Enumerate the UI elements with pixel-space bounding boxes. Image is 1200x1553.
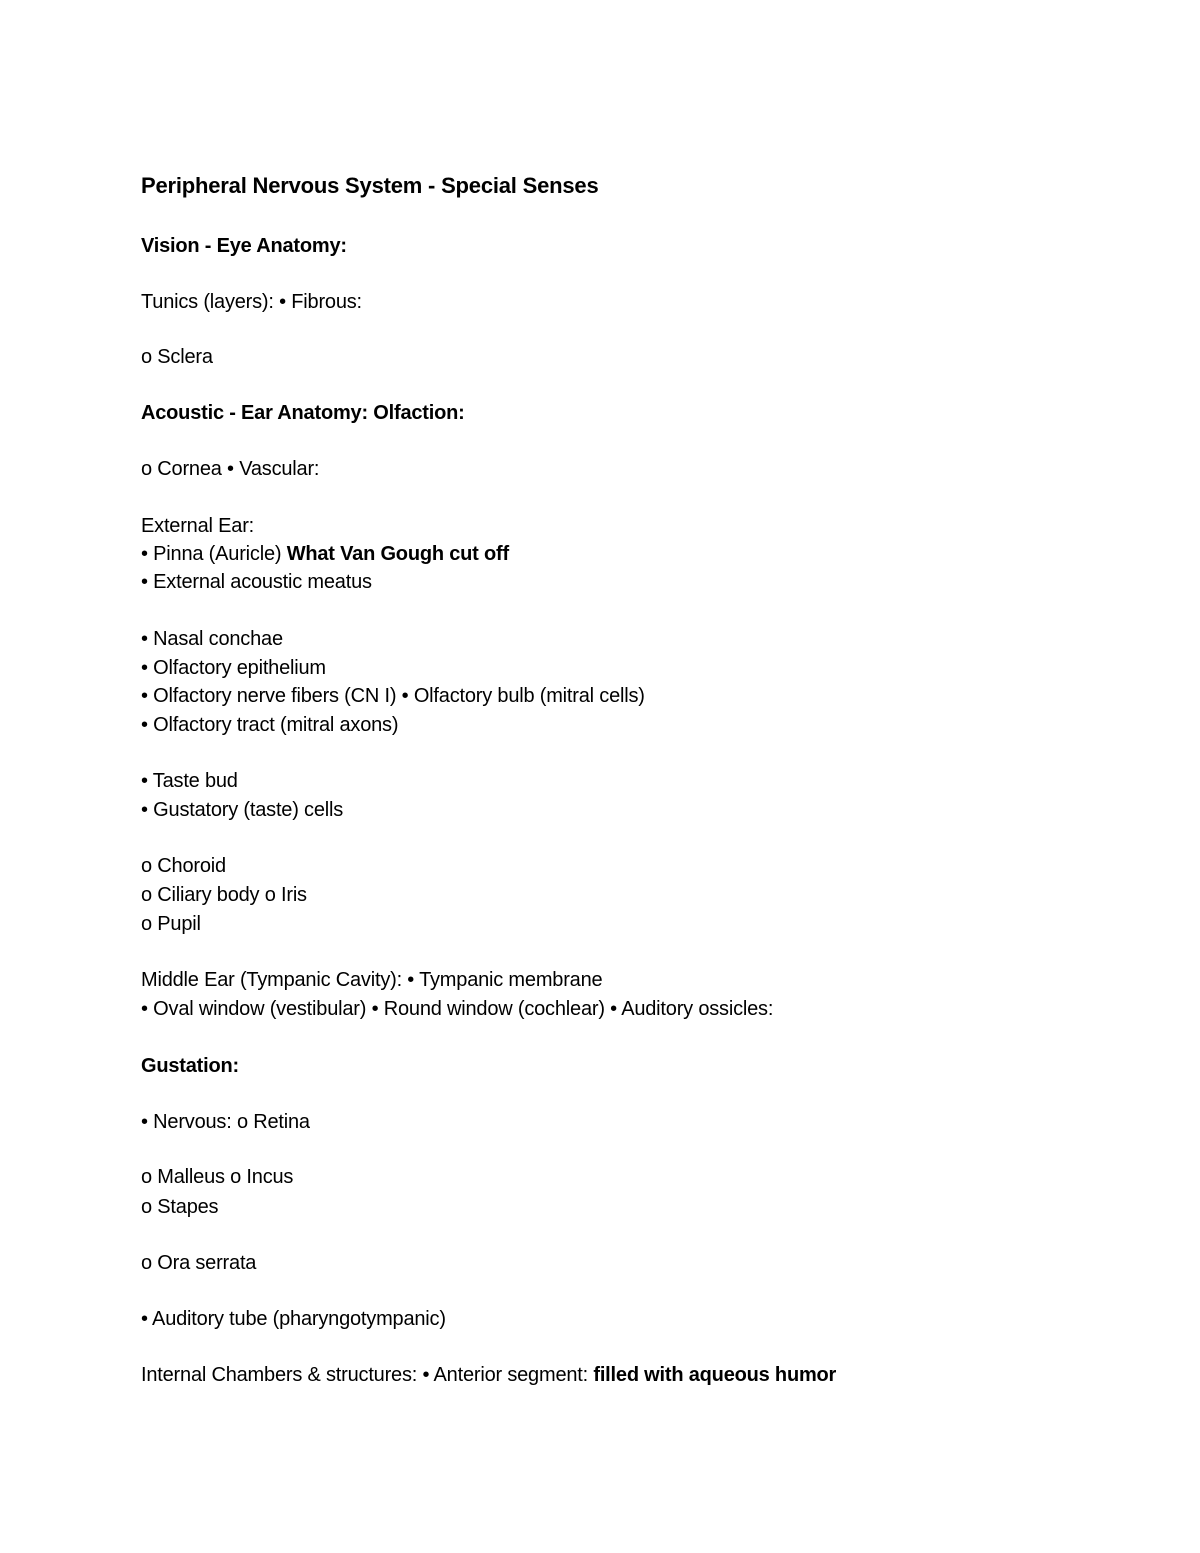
text-taste-bud: • Taste bud xyxy=(141,770,238,792)
text-ciliary-body-iris: o Ciliary body o Iris xyxy=(141,884,307,906)
text-olfactory-tract: • Olfactory tract (mitral axons) xyxy=(141,714,399,736)
text-tunics-fibrous: Tunics (layers): • Fibrous: xyxy=(141,291,362,313)
text-nervous-retina: • Nervous: o Retina xyxy=(141,1111,310,1133)
text-cornea-vascular: o Cornea • Vascular: xyxy=(141,458,320,480)
text-pinna-note: What Van Gough cut off xyxy=(286,543,509,565)
text-malleus-incus: o Malleus o Incus xyxy=(141,1166,294,1188)
text-nasal-conchae: • Nasal conchae xyxy=(141,628,283,650)
text-internal-chambers-label: Internal Chambers & structures: • Anterior segment: xyxy=(141,1364,594,1386)
text-stapes: o Stapes xyxy=(141,1196,219,1218)
text-internal-chambers xyxy=(141,1361,836,1389)
text-choroid: o Choroid xyxy=(141,855,226,877)
text-aqueous-humor-note: filled with aqueous humor xyxy=(593,1364,837,1386)
text-external-ear: External Ear: xyxy=(141,515,255,537)
text-olfactory-epithelium: • Olfactory epithelium xyxy=(141,657,326,679)
heading-acoustic-olfaction: Acoustic - Ear Anatomy: Olfaction: xyxy=(141,402,465,424)
text-pupil: o Pupil xyxy=(141,913,201,935)
heading-vision-eye-anatomy: Vision - Eye Anatomy: xyxy=(141,235,347,257)
page-title: Peripheral Nervous System - Special Senses xyxy=(141,173,599,198)
heading-gustation: Gustation: xyxy=(141,1055,239,1077)
text-pinna-label: • Pinna (Auricle) xyxy=(141,543,287,565)
text-oval-round-window: • Oval window (vestibular) • Round window (cochlear) • Auditory ossicles: xyxy=(141,998,774,1020)
text-gustatory-cells: • Gustatory (taste) cells xyxy=(141,799,344,821)
text-pinna xyxy=(141,540,509,568)
text-middle-ear: Middle Ear (Tympanic Cavity): • Tympanic membrane xyxy=(141,969,603,991)
text-external-acoustic-meatus: • External acoustic meatus xyxy=(141,571,372,593)
text-auditory-tube: • Auditory tube (pharyngotympanic) xyxy=(141,1308,446,1330)
text-ora-serrata: o Ora serrata xyxy=(141,1252,257,1274)
text-sclera: o Sclera xyxy=(141,346,213,368)
text-olfactory-nerve-bulb: • Olfactory nerve fibers (CN I) • Olfactory bulb (mitral cells) xyxy=(141,685,645,707)
